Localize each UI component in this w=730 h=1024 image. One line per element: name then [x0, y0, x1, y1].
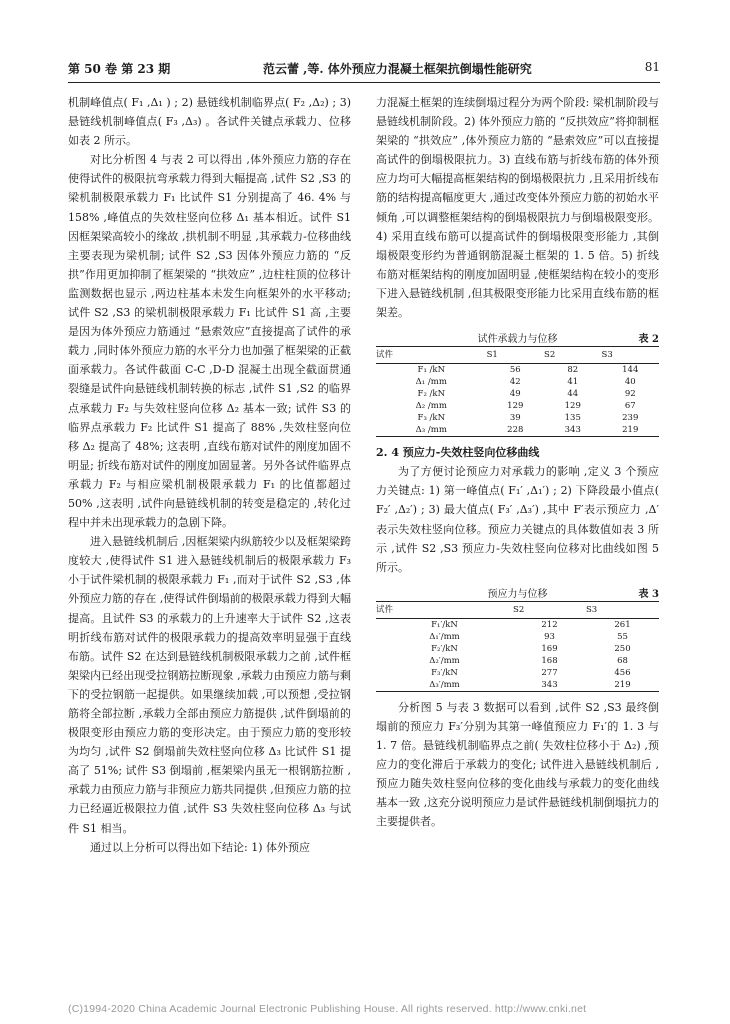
table-cell: 144 — [622, 365, 639, 376]
paragraph: 对比分析图 4 与表 2 可以得出 ,体外预应力筋的存在使得试件的极限抗弯承载力得到大幅提高 ,试件 S2 ,S3 的梁机制极限承载力 F₁ 比试件 S1 分别提高了 46. 4% 与 158% ,峰值点的失效柱竖向位移 Δ₁ 基本相近。试件 S1 因框架梁高较小的缘故 ,拱机制不明显 ,其承载力-位移曲线主要表现为梁机制; 试件 S2 ,S3 因体外预应力筋的 “反拱”作用更加抑制了框架梁的 “拱效应” ,边柱柱顶的位移计监测数据也显示 ,两边柱基本未发生向框架外的水平移动; 试件 S2 ,S3 的梁机制极限承载力 F₁ 比试件 S1 高 ,主要是因为体外预应力筋通过 “悬索效应”直接提高了试件的承载力 ,同时体外预应力筋的水平分力也加强了框架梁的正截面承载力。各试件截面 C-C ,D-D 混凝土出现全截面贯通裂缝是试件向悬链线机制转换的标志 ,试件 S1 ,S2 的临界点承载力 F₂ 与失效柱竖向位移 Δ₂ 基本一致; 试件 S3 的临界点承载力 F₂ 比试件 S1 提高了 88% ,失效柱竖向位移 Δ₂ 提高了 48%; 这表明 ,直线布筋对试件的刚度加固不明显; 折线布筋对试件的刚度加固显著。另外各试件临界点承载力 F₂ 与相应梁机制极限承载力 F₁ 的比值都超过 50% ,这表明 ,试件向悬链线机制的转变是稳定的 ,转化过程中并未出现承载力的急剧下降。 — [68, 153, 351, 530]
table-header-row — [376, 347, 659, 364]
column-header: S3 — [602, 347, 660, 364]
right-column — [376, 93, 659, 831]
table-cell: Δ₁′/mm — [429, 631, 460, 642]
table-cell: 68 — [617, 655, 628, 666]
table-cell: 49 — [509, 389, 521, 400]
journal-volume: 第 50 卷 第 23 期 — [68, 62, 171, 76]
table-cell: 129 — [507, 401, 524, 412]
table-row — [376, 364, 659, 377]
table-row — [376, 679, 659, 692]
table-cell: F₂ /kN — [417, 389, 446, 400]
table-cell: Δ₃′/mm — [376, 679, 513, 692]
table-cell: 219 — [586, 679, 659, 692]
table-2-caption — [376, 330, 659, 346]
table-cell: 212 — [541, 619, 558, 630]
table-row — [376, 424, 659, 437]
table-cell: Δ₂′/mm — [429, 655, 460, 666]
table-cell: 168 — [541, 655, 558, 666]
table-cell: 456 — [614, 667, 631, 678]
table-row — [376, 655, 659, 667]
column-header: S2 — [544, 347, 601, 364]
table-cell: 39 — [509, 413, 521, 424]
table-cell: 169 — [541, 643, 558, 654]
table-cell: F₁ /kN — [417, 365, 446, 376]
table-cell: 343 — [513, 679, 586, 692]
table-cell: 41 — [567, 377, 579, 388]
table-cell: 55 — [617, 631, 628, 642]
table-cell: 40 — [624, 377, 636, 388]
table-row — [376, 376, 659, 388]
table-title: 试件承载力与位移 — [477, 334, 558, 346]
table-cell: 219 — [602, 424, 660, 437]
table-row — [376, 667, 659, 679]
table-row — [376, 618, 659, 631]
table-cell: F₂′/kN — [431, 643, 458, 654]
table-cell: 67 — [624, 401, 636, 412]
column-header: S1 — [487, 347, 544, 364]
column-header: S2 — [513, 601, 586, 618]
paragraph: 分析图 5 与表 3 数据可以看到 ,试件 S2 ,S3 最终倒塌前的预应力 F₃′分别为其第一峰值预应力 F₁′的 1. 3 与 1. 7 倍。悬链线机制临界点之前( 失效柱位移小于 Δ₂) ,预应力的变化滞后于承载力的变化; 试件进入悬链线机制后 ,预应力随失效柱竖向位移的变化曲线与承载力的变化曲线基本一致 ,这充分说明预应力是试件悬链线机制倒塌抗力的主要提供者。 — [376, 700, 659, 829]
table-row — [376, 412, 659, 424]
table-row — [376, 631, 659, 643]
column-header: S3 — [586, 601, 659, 618]
table-cell: 92 — [624, 389, 636, 400]
table-cell: 261 — [614, 619, 631, 630]
table-header-row — [376, 601, 659, 618]
table-3-caption — [376, 585, 659, 601]
table-cell: 129 — [564, 401, 581, 412]
column-header: 试件 — [376, 347, 487, 364]
table-2 — [376, 346, 659, 437]
table-cell: 56 — [509, 365, 521, 376]
paragraph: 机制峰值点( F₁ ,Δ₁ ) ; 2) 悬链线机制临界点( F₂ ,Δ₂) ; 3) 悬链线机制峰值点( F₃ ,Δ₃) 。各试件关键点承载力、位移如表 2 所示。 — [68, 96, 351, 148]
table-cell: 93 — [544, 631, 555, 642]
paragraph: 通过以上分析可以得出如下结论: 1) 体外预应 — [90, 840, 310, 854]
section-heading: 2. 4 预应力-失效柱竖向位移曲线 — [376, 446, 540, 460]
table-cell: 42 — [509, 377, 521, 388]
page-number: 81 — [644, 60, 660, 74]
paragraph: 力混凝土框架的连续倒塌过程分为两个阶段: 梁机制阶段与悬链线机制阶段。2) 体外预应力筋的 “反拱效应”将抑制框架梁的 “拱效应” ,体外预应力筋的 “悬索效应”可以直接提高试件的倒塌极限抗力。3) 直线布筋与折线布筋的体外预应力均可大幅提高框架结构的倒塌极限抗力 ,且采用折线布筋的结构提高幅度更大 ,通过改变体外预应力筋的初始水平倾角 ,可以调整框架结构的倒塌极限抗力与倒塌极限变形。4) 采用直线布筋可以提高试件的倒塌极限变形能力 ,其倒塌极限变形约为普通钢筋混凝土框架的 1. 5 倍。5) 折线布筋对框架结构的刚度加固明显 ,使框架结构在较小的变形下进入悬链线机制 ,但其极限变形能力比采用直线布筋的框架差。 — [376, 96, 659, 320]
table-cell: F₃′/kN — [431, 667, 458, 678]
table-cell: 343 — [544, 424, 601, 437]
table-cell: 228 — [487, 424, 544, 437]
table-number: 表 2 — [638, 334, 659, 346]
table-cell: F₁′/kN — [431, 619, 458, 630]
paragraph: 进入悬链线机制后 ,因框架梁内纵筋较少以及框架梁跨度较大 ,使得试件 S1 进入悬链线机制后的极限承载力 F₃ 小于试件梁机制的极限承载力 F₁ ,而对于试件 S2 ,S3 ,体外预应力筋的存在 ,使得试件倒塌前的极限承载力得到大幅提高。且试件 S3 的承载力的上升速率大于试件 S2 ,这表明折线布筋对试件的极限承载力的提高效率明显强于直线布筋。试件 S2 在达到悬链线机制极限承载力之前 ,试件框架梁内已经出现受拉钢筋拉断现象 ,承载力由预应力筋与剩下的受拉钢筋一起提供。如果继续加载 ,可以预想 ,受拉钢筋将全部拉断 ,承载力全部由预应力筋提供 ,试件倒塌前的极限变形由预应力筋的变形决定。由于预应力筋的变形较为均匀 ,试件 S2 倒塌前失效柱竖向位移 Δ₃ 比试件 S1 提高了 51%; 试件 S3 倒塌前 ,框架梁内虽无一根钢筋拉断 ,承载力由预应力筋与非预应力筋共同提供 ,但预应力筋的拉力已经逼近极限拉力值 ,试件 S3 失效柱竖向位移 Δ₃ 与试件 S1 相当。 — [68, 535, 351, 835]
table-title: 预应力与位移 — [487, 588, 548, 600]
table-cell: 239 — [622, 413, 639, 424]
column-header: 试件 — [376, 601, 513, 618]
table-row — [376, 400, 659, 412]
article-title: 范云蕾 ,等. 体外预应力混凝土框架抗倒塌性能研究 — [263, 62, 532, 76]
table-number: 表 3 — [638, 588, 659, 600]
table-3 — [376, 601, 659, 692]
table-cell: Δ₂ /mm — [415, 401, 447, 412]
table-cell: Δ₃ /mm — [376, 424, 487, 437]
running-header — [68, 60, 660, 78]
table-cell: 82 — [567, 365, 579, 376]
table-cell: Δ₁ /mm — [415, 377, 447, 388]
table-cell: 250 — [614, 643, 631, 654]
copyright-footer: (C)1994-2020 China Academic Journal Electronic Publishing House. All rights reserved. http://www.cnki.net — [68, 1003, 587, 1015]
header-rule — [68, 82, 660, 83]
table-row — [376, 643, 659, 655]
table-cell: F₃ /kN — [417, 413, 446, 424]
paragraph: 为了方便讨论预应力对承载力的影响 ,定义 3 个预应力关键点: 1) 第一峰值点( F₁′ ,Δ₁′) ; 2) 下降段最小值点( F₂′ ,Δ₂′) ; 3) 最大值点( F₃′ ,Δ₃′) ,其中 F′表示预应力 ,Δ′表示失效柱竖向位移。预应力关键点的具体数值如表 3 所示 ,试件 S2 ,S3 预应力-失效柱竖向位移对比曲线如图 5 所示。 — [376, 465, 659, 574]
table-row — [376, 388, 659, 400]
table-cell: 44 — [567, 389, 579, 400]
left-column — [68, 93, 351, 857]
table-cell: 277 — [541, 667, 558, 678]
table-cell: 135 — [564, 413, 581, 424]
